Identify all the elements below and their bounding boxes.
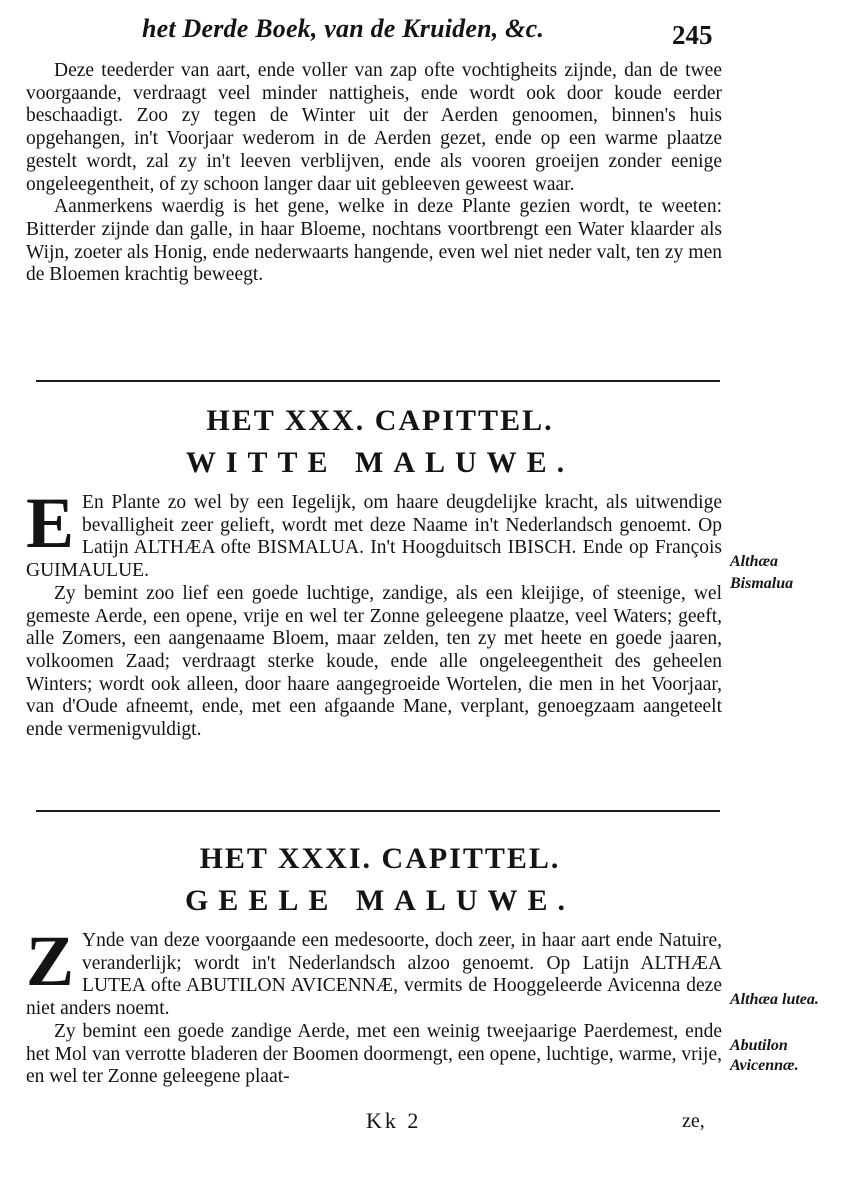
chapter-30-dropcap: E: [26, 483, 75, 563]
margin-note-althaea-lutea: Althæa lutea.: [730, 991, 819, 1008]
chapter-30-paragraph-1: [26, 483, 722, 583]
catchword: ze,: [682, 1110, 705, 1132]
signature-mark: Kk 2: [366, 1108, 422, 1133]
chapter-31-dropcap: Z: [26, 921, 75, 1001]
intro-paragraph-1: Deze teederder van aart, ende voller van zap ofte vochtigheits zijnde, dan de twee voorgaande, verdraagt veel minder nattigheis, ende wordt ook door koude eerder beschaadigt. Zoo zy tegen de Winter uit der Aerden genoomen, binnen's huis opgehangen, in't Voorjaar wederom in de Aerden gezet, ende op een warme plaatze gestelt wordt, zal zy in't leeven verblijven, ende als vooren groeijen zonder eenige ongeleegentheit, of zy schoon langer daar uit gebleeven geweest waar.: [26, 60, 722, 195]
chapter-30-heading: HET XXX. CAPITTEL.: [206, 404, 554, 437]
margin-note-abutilon: Abutilon Avicennæ.: [730, 1037, 799, 1074]
page-number: 245: [672, 20, 713, 50]
chapter-31-paragraph-1-text: Ynde van deze voorgaande een medesoorte, doch zeer, in haar aart ende Natuire, veranderlijk; wordt in't Nederlandsch alzoo genoemt. Op Latijn ALTHÆA LUTEA ofte ABUTILON AVICENNÆ, vermits de Hooggeleerde Avicenna deze niet anders noemt.: [26, 930, 722, 1020]
section-divider-1: [36, 380, 720, 382]
running-head: het Derde Boek, van de Kruiden, &c.: [142, 14, 545, 43]
chapter-30-paragraph-1-text: En Plante zo wel by een Iegelijk, om haare deugdelijke kracht, als uitwendige bevalligheit zeer gelieft, wordt met deze Naame in't Nederlandsch genoemt. Op Latijn ALTHÆA ofte BISMALUA. In't Hoogduitsch IBISCH. Ende op François GUIMAULUE.: [26, 492, 722, 582]
chapter-31-paragraph-2: Zy bemint een goede zandige Aerde, met een weinig tweejaarige Paerdemest, ende het Mol van verrotte bladeren der Boomen doormengt, een opene, luchtige, warme, vrije, en wel ter Zonne geleegene plaat-: [26, 1020, 722, 1088]
chapter-30-paragraph-2: Zy bemint zoo lief een goede luchtige, zandige, als een kleijige, of steenige, wel gemeste Aerde, een opene, vrije en wel ter Zonne geleegene plaatze, veel Waters; geeft, alle Zomers, een aangenaame Bloem, maar zelden, ten zy met heete en goede jaaren, volkoomen Zaad; verdraagt sterke koude, ende alle ongeleegentheit des geheelen Winters; wordt ook alleen, door haare aangegroeide Wortelen, die men in het Voorjaar, van d'Oude afneemt, ende, met een afgaande Mane, verplant, genoegzaam aangeteelt ende vermenigvuldigt.: [26, 582, 722, 741]
chapter-31-heading: HET XXXI. CAPITTEL.: [199, 842, 561, 875]
section-divider-2: [36, 810, 720, 812]
chapter-30-text: [26, 483, 722, 742]
intro-text: [26, 60, 722, 287]
chapter-31-title: GEELE MALUWE.: [184, 884, 576, 917]
margin-note-althaea: Althæa: [730, 553, 779, 570]
chapter-31-paragraph-1: [26, 921, 722, 1021]
chapter-31-text: [26, 921, 722, 1089]
intro-paragraph-2: Aanmerkens waerdig is het gene, welke in deze Plante gezien wordt, te weeten: Bitterder zijnde dan galle, in haar Bloeme, nochtans voortbrengt een Water klaarder als Wijn, zoeter als Honig, ende nederwaarts hangende, even wel niet neder valt, ten zy men de Bloemen krachtig beweegt.: [26, 196, 722, 286]
margin-note-bismalua: Bismalua: [730, 575, 794, 592]
chapter-30-title: WITTE MALUWE.: [185, 446, 575, 479]
